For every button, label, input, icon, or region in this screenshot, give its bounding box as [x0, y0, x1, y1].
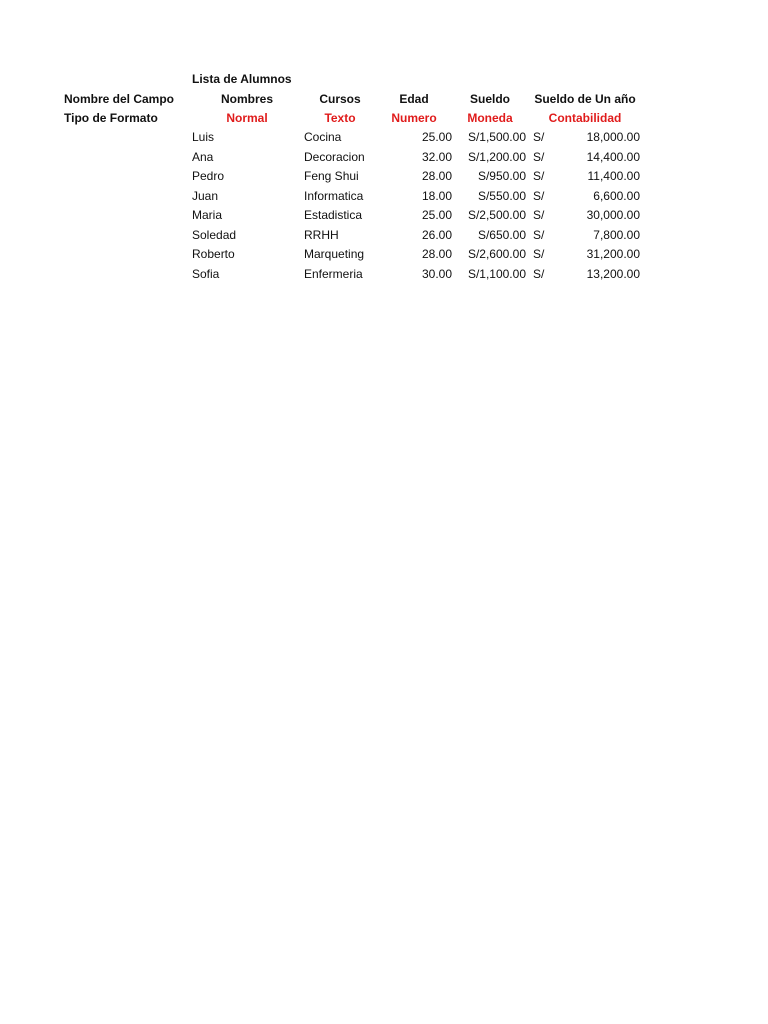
format-annual-salary: Contabilidad — [548, 111, 622, 125]
table-row — [0, 186, 768, 206]
student-age: 26.00 — [421, 227, 452, 242]
header-annual-salary: Sueldo de Un año — [534, 92, 636, 106]
format-courses: Texto — [324, 111, 356, 125]
header-courses: Cursos — [319, 92, 361, 106]
format-age: Numero — [391, 111, 437, 125]
student-annual-salary: 31,200.00 — [586, 247, 640, 261]
table-row — [0, 147, 768, 167]
student-name: Sofia — [192, 266, 220, 281]
student-annual-salary: 18,000.00 — [586, 130, 640, 144]
currency-symbol: S/ — [533, 266, 545, 281]
student-course: RRHH — [304, 227, 339, 242]
student-annual-salary: 7,800.00 — [593, 227, 640, 242]
student-name: Juan — [192, 188, 219, 203]
student-salary: S/2,500.00 — [467, 208, 526, 222]
student-course: Cocina — [304, 130, 342, 144]
student-course: Decoracion — [304, 149, 365, 164]
header-salary: Sueldo — [469, 92, 510, 106]
format-salary: Moneda — [467, 111, 513, 125]
student-age: 18.00 — [421, 188, 452, 203]
student-annual-salary: 30,000.00 — [586, 208, 640, 222]
student-course: Marqueting — [304, 247, 365, 261]
student-annual-salary: 14,400.00 — [586, 149, 640, 164]
table-row — [0, 127, 768, 147]
table-row — [0, 225, 768, 245]
student-course: Feng Shui — [304, 169, 359, 183]
student-course: Enfermeria — [304, 266, 363, 281]
currency-symbol: S/ — [533, 149, 545, 164]
student-rows — [0, 127, 768, 283]
student-name: Ana — [192, 149, 214, 164]
student-name: Soledad — [192, 227, 237, 242]
currency-symbol: S/ — [533, 208, 545, 222]
currency-symbol: S/ — [533, 169, 545, 183]
student-age: 28.00 — [421, 247, 452, 261]
currency-symbol: S/ — [533, 227, 545, 242]
header-age: Edad — [399, 92, 429, 106]
student-salary: S/550.00 — [477, 188, 526, 203]
student-course: Informatica — [304, 188, 364, 203]
student-age: 25.00 — [421, 208, 452, 222]
student-salary: S/650.00 — [477, 227, 526, 242]
table-row — [0, 166, 768, 186]
header-names: Nombres — [220, 92, 273, 106]
field-name-label: Nombre del Campo — [64, 92, 175, 106]
student-annual-salary: 11,400.00 — [587, 169, 640, 183]
student-name: Maria — [192, 208, 223, 222]
format-type-label: Tipo de Formato — [64, 111, 158, 125]
student-annual-salary: 13,200.00 — [586, 266, 640, 281]
student-name: Roberto — [192, 247, 235, 261]
student-salary: S/2,600.00 — [467, 247, 526, 261]
student-salary: S/950.00 — [477, 169, 526, 183]
student-age: 30.00 — [421, 266, 452, 281]
student-age: 25.00 — [421, 130, 452, 144]
student-age: 32.00 — [421, 149, 452, 164]
currency-symbol: S/ — [533, 188, 545, 203]
student-age: 28.00 — [421, 169, 452, 183]
student-name: Pedro — [192, 169, 225, 183]
list-title: Lista de Alumnos — [192, 72, 292, 86]
student-course: Estadistica — [304, 208, 363, 222]
table-row — [0, 244, 768, 264]
student-annual-salary: 6,600.00 — [593, 188, 640, 203]
table-row — [0, 205, 768, 225]
table-row — [0, 264, 768, 284]
student-salary: S/1,500.00 — [467, 130, 526, 144]
student-name: Luis — [192, 130, 215, 144]
currency-symbol: S/ — [533, 130, 545, 144]
format-names: Normal — [226, 111, 268, 125]
student-salary: S/1,100.00 — [467, 266, 526, 281]
currency-symbol: S/ — [533, 247, 545, 261]
student-salary: S/1,200.00 — [467, 149, 526, 164]
